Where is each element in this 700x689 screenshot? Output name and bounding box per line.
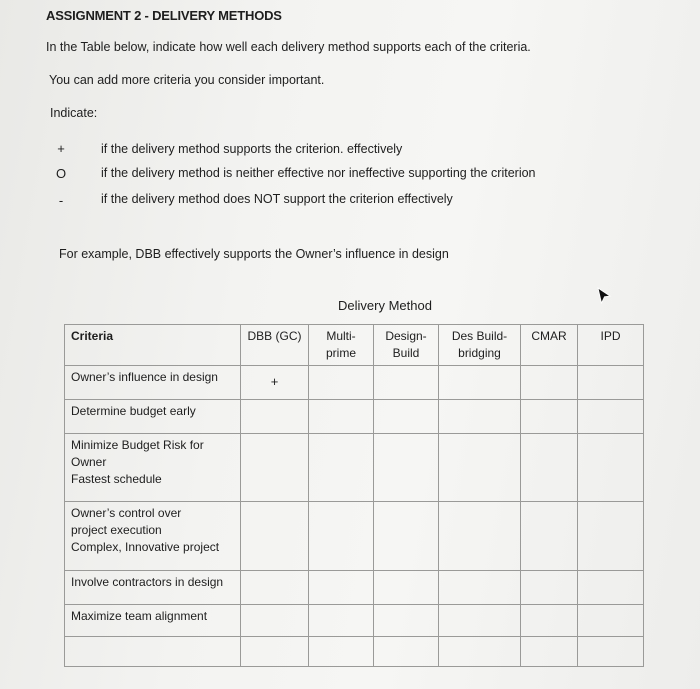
rating-cell[interactable] — [439, 400, 521, 434]
rating-cell[interactable] — [374, 605, 439, 637]
column-header-3 — [374, 325, 439, 366]
criterion-cell[interactable] — [65, 502, 241, 571]
rating-cell[interactable] — [578, 434, 644, 502]
rating-cell[interactable] — [439, 366, 521, 400]
rating-cell[interactable] — [241, 400, 309, 434]
rating-cell[interactable] — [374, 400, 439, 434]
column-header-line-1: Des Build- — [451, 329, 508, 343]
rating-cell[interactable] — [241, 605, 309, 637]
table-header-row — [65, 325, 644, 366]
rating-cell[interactable] — [241, 434, 309, 502]
rating-cell[interactable] — [521, 366, 578, 400]
example-text: For example, DBB effectively supports the Owner’s influence in design — [59, 247, 449, 261]
legend-text-minus: if the delivery method does NOT support the criterion effectively — [101, 192, 453, 206]
criteria-table — [64, 324, 644, 667]
rating-cell[interactable]: + — [241, 366, 309, 400]
legend-symbol-neutral: O — [55, 166, 67, 181]
delivery-method-title: Delivery Method — [338, 298, 432, 313]
rating-cell[interactable] — [521, 605, 578, 637]
rating-cell[interactable] — [374, 571, 439, 605]
criterion-text: Minimize Budget Risk for — [71, 438, 204, 452]
criterion-cell[interactable] — [65, 605, 241, 637]
rating-cell[interactable] — [241, 637, 309, 667]
column-header-4 — [439, 325, 521, 366]
rating-cell[interactable] — [439, 434, 521, 502]
column-header-5 — [521, 325, 578, 366]
criterion-cell[interactable] — [65, 434, 241, 502]
column-header-line-2: Build — [392, 346, 420, 360]
rating-cell[interactable] — [374, 637, 439, 667]
criterion-text: Owner — [71, 455, 107, 469]
legend-symbol-minus: - — [58, 193, 64, 208]
rating-cell[interactable] — [439, 571, 521, 605]
rating-cell[interactable] — [374, 366, 439, 400]
rating-cell[interactable] — [521, 434, 578, 502]
column-header-1 — [241, 325, 309, 366]
criterion-text: Involve contractors in design — [71, 575, 224, 589]
rating-cell[interactable] — [439, 637, 521, 667]
legend-text-plus: if the delivery method supports the criterion. effectively — [101, 142, 403, 156]
rating-cell[interactable] — [578, 605, 644, 637]
rating-cell[interactable] — [521, 400, 578, 434]
rating-cell[interactable] — [309, 605, 374, 637]
column-header-line-2: bridging — [458, 346, 501, 360]
mouse-cursor-icon — [596, 287, 612, 305]
rating-cell[interactable] — [578, 637, 644, 667]
criterion-text: Complex, Innovative project — [71, 540, 220, 554]
rating-cell[interactable] — [578, 400, 644, 434]
column-header-line-1: IPD — [600, 329, 621, 343]
column-header-line-2: prime — [325, 346, 356, 360]
rating-cell[interactable] — [578, 502, 644, 571]
assignment-title: ASSIGNMENT 2 - DELIVERY METHODS — [46, 8, 282, 23]
column-header-6 — [578, 325, 644, 366]
rating-cell[interactable] — [309, 571, 374, 605]
instruction-line-2: You can add more criteria you consider important. — [49, 73, 325, 87]
table-row — [65, 502, 644, 571]
column-header-line-1: CMAR — [531, 329, 567, 343]
table-row — [65, 434, 644, 502]
table-row — [65, 366, 644, 400]
table-row — [65, 605, 644, 637]
table-row — [65, 571, 644, 605]
rating-cell[interactable] — [309, 400, 374, 434]
column-header-line-1: DBB (GC) — [247, 329, 302, 343]
legend-text-neutral: if the delivery method is neither effective nor ineffective supporting the criterion — [101, 166, 536, 180]
rating-cell[interactable] — [309, 502, 374, 571]
rating-cell[interactable] — [309, 366, 374, 400]
criterion-text: Determine budget early — [71, 404, 196, 418]
rating-cell[interactable] — [241, 571, 309, 605]
instruction-line-1: In the Table below, indicate how well each delivery method supports each of the criteria. — [46, 40, 531, 54]
criterion-text: Maximize team alignment — [71, 609, 208, 623]
rating-cell[interactable] — [578, 571, 644, 605]
criterion-text: Owner’s influence in design — [71, 370, 218, 384]
legend-symbol-plus: + — [57, 141, 65, 156]
criterion-cell[interactable] — [65, 571, 241, 605]
criterion-text: Owner’s control over — [71, 506, 182, 520]
rating-cell[interactable] — [309, 434, 374, 502]
column-header-line-1: Multi- — [326, 329, 356, 343]
column-header-2 — [309, 325, 374, 366]
criterion-cell[interactable] — [65, 366, 241, 400]
table-row — [65, 637, 644, 667]
column-header-line-1: Design- — [385, 329, 427, 343]
criterion-text: Fastest schedule — [71, 472, 162, 486]
criteria-header: Criteria — [65, 325, 241, 366]
rating-cell[interactable] — [521, 637, 578, 667]
criterion-text: project execution — [71, 523, 162, 537]
rating-cell[interactable] — [521, 571, 578, 605]
indicate-label: Indicate: — [50, 106, 98, 120]
criterion-cell[interactable] — [65, 400, 241, 434]
table-row — [65, 400, 644, 434]
rating-cell[interactable] — [439, 605, 521, 637]
rating-cell[interactable] — [241, 502, 309, 571]
criterion-cell[interactable] — [65, 637, 241, 667]
rating-cell[interactable] — [374, 434, 439, 502]
rating-cell[interactable] — [578, 366, 644, 400]
rating-cell[interactable] — [439, 502, 521, 571]
rating-cell[interactable] — [521, 502, 578, 571]
rating-cell[interactable] — [309, 637, 374, 667]
rating-cell[interactable] — [374, 502, 439, 571]
